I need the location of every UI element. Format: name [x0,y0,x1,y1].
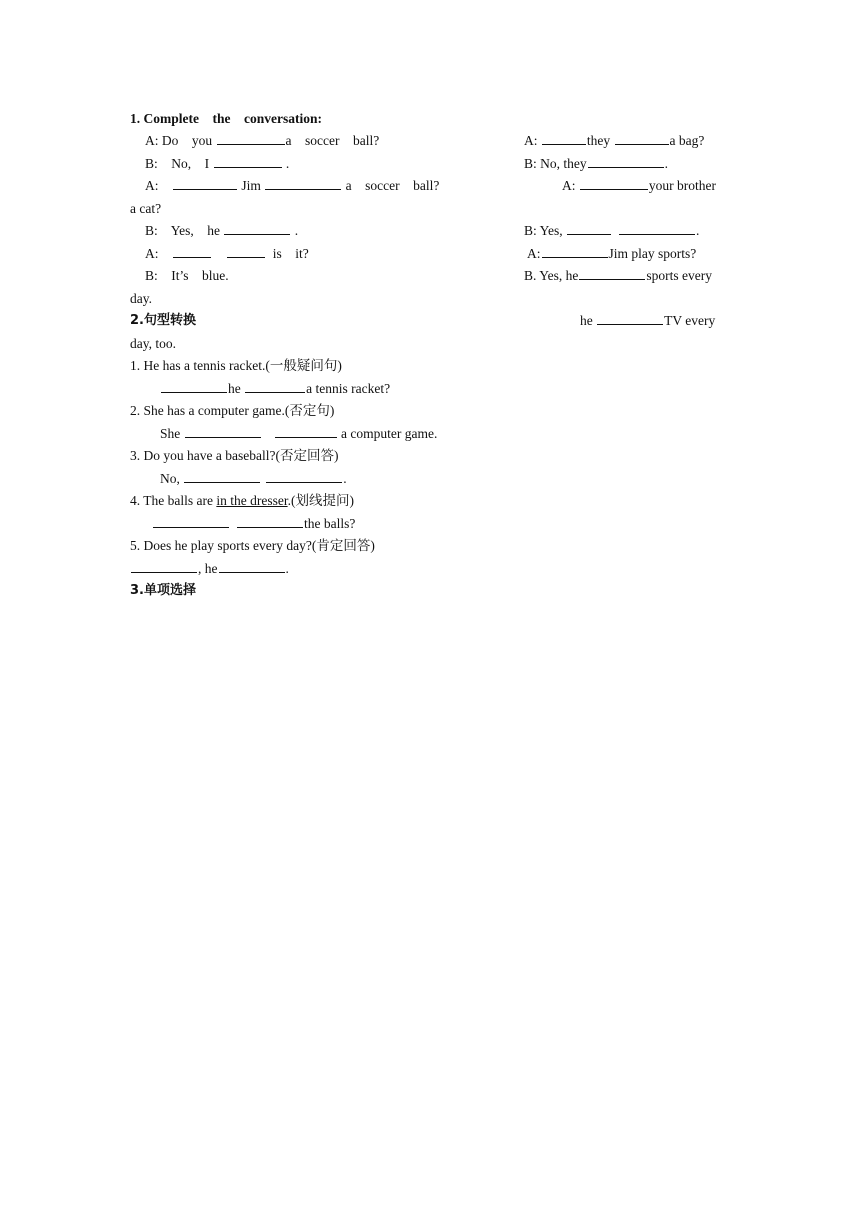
left-line-3: A: Jim a soccer ball? [145,178,440,193]
section-2-title: 2.句型转换 [130,313,196,328]
right-line-2: B: No, they . [524,156,668,171]
blank[interactable] [619,222,695,235]
right-line-6: B. Yes, he sports every [524,268,712,283]
right-line-1: A: they a bag? [524,133,705,148]
blank[interactable] [245,380,305,393]
blank[interactable] [542,245,608,258]
blank[interactable] [153,515,229,528]
left-line-2: B: No, I . [145,156,290,171]
blank[interactable] [579,267,645,280]
blank[interactable] [173,177,237,190]
right-line-3: A: your brother [562,178,716,193]
answer-2: She a computer game. [160,426,438,441]
answer-3: No, . [160,471,347,486]
blank[interactable] [219,560,285,573]
blank[interactable] [173,245,211,258]
right-line-3-wrap: a cat? [130,201,162,216]
right-line-4: B: Yes, . [524,223,700,238]
left-line-4: B: Yes, he . [145,223,299,238]
left-line-6: B: It’s blue. [145,268,229,283]
blank[interactable] [227,245,265,258]
question-5: 5. Does he play sports every day?(肯定回答) [130,538,375,553]
underlined-phrase: in the dresser [216,493,288,508]
blank[interactable] [580,177,648,190]
right-line-7-wrap: day, too. [130,336,176,351]
blank[interactable] [567,222,611,235]
question-4: 4. The balls are in the dresser.(划线提问) [130,493,354,508]
blank[interactable] [265,177,341,190]
section-3-title: 3.单项选择 [130,583,196,598]
right-line-6-wrap: day. [130,291,152,306]
blank[interactable] [588,155,664,168]
blank[interactable] [131,560,197,573]
blank[interactable] [161,380,227,393]
right-line-5: A: Jim play sports? [527,246,697,261]
blank[interactable] [217,132,285,145]
blank[interactable] [237,515,303,528]
answer-4: the balls? [152,515,355,533]
blank[interactable] [266,470,342,483]
blank[interactable] [214,155,282,168]
answer-1: he a tennis racket? [160,380,390,398]
blank[interactable] [615,132,669,145]
section-1-title: 1. Complete the conversation: [130,111,322,126]
left-line-1: A: Do you a soccer ball? [145,133,380,148]
blank[interactable] [275,425,337,438]
question-3: 3. Do you have a baseball?(否定回答) [130,448,339,463]
blank[interactable] [542,132,586,145]
question-2: 2. She has a computer game.(否定句) [130,403,335,418]
blank[interactable] [185,425,261,438]
question-1: 1. He has a tennis racket.(一般疑问句) [130,358,342,373]
blank[interactable] [224,222,290,235]
left-line-5: A: is it? [145,246,309,261]
answer-5: , he . [130,560,289,578]
blank[interactable] [597,312,663,325]
right-line-7: he TV every [580,313,716,328]
blank[interactable] [184,470,260,483]
